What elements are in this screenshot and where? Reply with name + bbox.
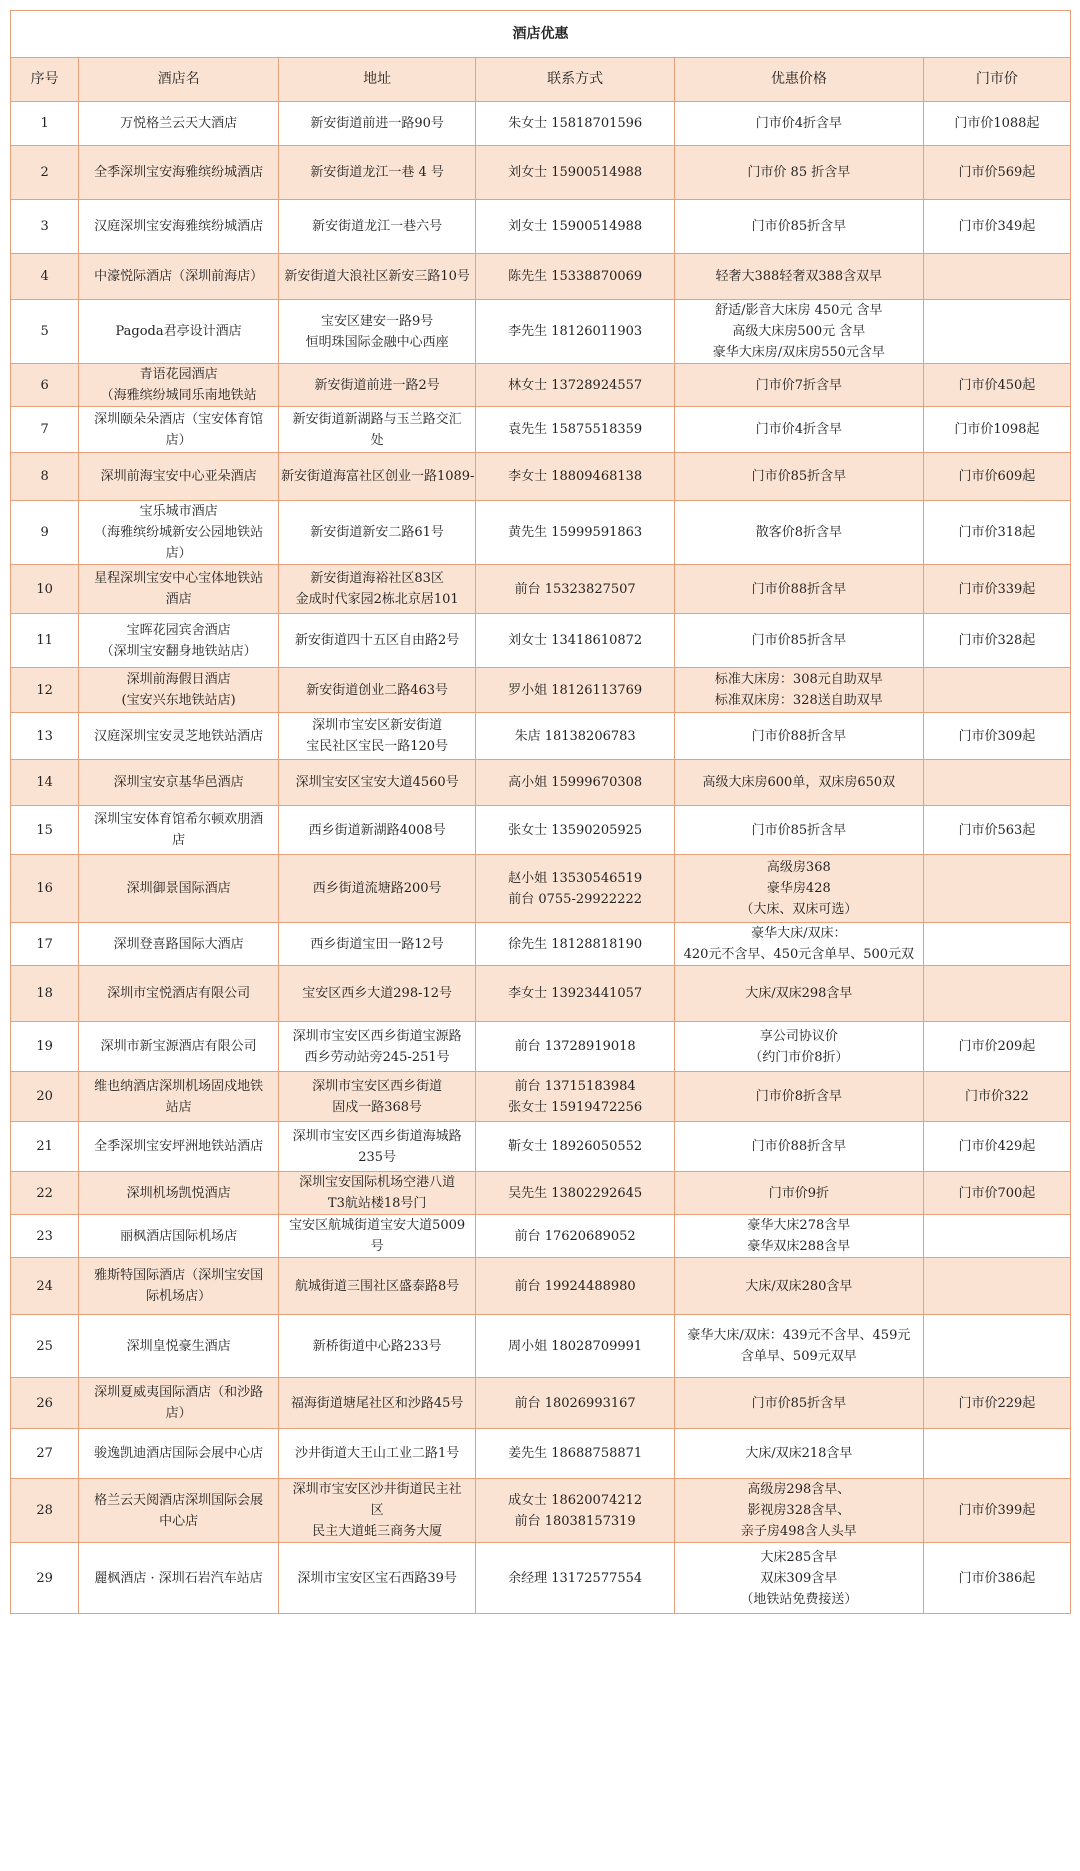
cell-rack-rate: 门市价1088起 [923, 102, 1070, 146]
cell-discount-price: 高级大床房600单，双床房650双 [674, 760, 923, 806]
cell-address: 深圳宝安国际机场空港八道 T3航站楼18号门 [278, 1172, 475, 1215]
cell-contact: 李先生 18126011903 [476, 300, 675, 364]
cell-discount-price: 享公司协议价 （约门市价8折） [674, 1022, 923, 1072]
cell-address: 深圳宝安区宝安大道4560号 [278, 760, 475, 806]
cell-discount-price: 高级房368 豪华房428 （大床、双床可选） [674, 855, 923, 923]
cell-contact: 前台 17620689052 [476, 1215, 675, 1258]
cell-address: 新桥街道中心路233号 [278, 1315, 475, 1378]
cell-address: 新安街道海富社区创业一路1089- [278, 453, 475, 501]
cell-discount-price: 豪华大床/双床： 420元不含早、450元含单早、500元双 [674, 923, 923, 966]
cell-rack-rate: 门市价563起 [923, 806, 1070, 855]
cell-hotel-name: 深圳前海假日酒店 (宝安兴东地铁站店) [79, 668, 279, 713]
cell-index: 23 [11, 1215, 79, 1258]
cell-contact: 高小姐 15999670308 [476, 760, 675, 806]
cell-contact: 姜先生 18688758871 [476, 1429, 675, 1479]
cell-index: 14 [11, 760, 79, 806]
cell-discount-price: 门市价88折含早 [674, 565, 923, 614]
cell-discount-price: 门市价88折含早 [674, 1122, 923, 1172]
cell-rack-rate: 门市价700起 [923, 1172, 1070, 1215]
cell-contact: 黄先生 15999591863 [476, 501, 675, 565]
table-title: 酒店优惠 [11, 11, 1071, 58]
table-row [11, 453, 1071, 501]
cell-contact: 吴先生 13802292645 [476, 1172, 675, 1215]
cell-rack-rate: 门市价386起 [923, 1543, 1070, 1614]
table-row [11, 1429, 1071, 1479]
cell-address: 深圳市宝安区新安街道 宝民社区宝民一路120号 [278, 713, 475, 760]
cell-discount-price: 高级房298含早、 影视房328含早、 亲子房498含人头早 [674, 1479, 923, 1543]
cell-index: 25 [11, 1315, 79, 1378]
cell-rack-rate [923, 254, 1070, 300]
table-row [11, 1378, 1071, 1429]
cell-address: 新安街道海裕社区83区 金成时代家园2栋北京居101 [278, 565, 475, 614]
cell-hotel-name: 全季深圳宝安海雅缤纷城酒店 [79, 146, 279, 200]
cell-rack-rate [923, 760, 1070, 806]
cell-contact: 刘女士 13418610872 [476, 614, 675, 668]
cell-contact: 陈先生 15338870069 [476, 254, 675, 300]
cell-hotel-name: 宝乐城市酒店 （海雅缤纷城新安公园地铁站 店） [79, 501, 279, 565]
cell-address: 宝安区建安一路9号 恒明珠国际金融中心西座 [278, 300, 475, 364]
cell-contact: 朱店 18138206783 [476, 713, 675, 760]
table-row [11, 966, 1071, 1022]
cell-address: 深圳市宝安区西乡街道宝源路 西乡劳动站旁245-251号 [278, 1022, 475, 1072]
cell-rack-rate [923, 300, 1070, 364]
cell-discount-price: 大床285含早 双床309含早 （地铁站免费接送） [674, 1543, 923, 1614]
cell-address: 宝安区西乡大道298-12号 [278, 966, 475, 1022]
table-row [11, 565, 1071, 614]
cell-hotel-name: 格兰云天阅酒店深圳国际会展 中心店 [79, 1479, 279, 1543]
cell-discount-price: 门市价85折含早 [674, 806, 923, 855]
cell-address: 西乡街道流塘路200号 [278, 855, 475, 923]
cell-contact: 刘女士 15900514988 [476, 200, 675, 254]
cell-index: 19 [11, 1022, 79, 1072]
cell-discount-price: 门市价4折含早 [674, 102, 923, 146]
cell-contact: 成女士 18620074212 前台 18038157319 [476, 1479, 675, 1543]
cell-discount-price: 标准大床房：308元自助双早 标准双床房：328送自助双早 [674, 668, 923, 713]
cell-hotel-name: 全季深圳宝安坪洲地铁站酒店 [79, 1122, 279, 1172]
cell-hotel-name: 深圳登喜路国际大酒店 [79, 923, 279, 966]
cell-index: 1 [11, 102, 79, 146]
cell-hotel-name: Pagoda君亭设计酒店 [79, 300, 279, 364]
cell-hotel-name: 丽枫酒店国际机场店 [79, 1215, 279, 1258]
cell-hotel-name: 中濠悦际酒店（深圳前海店） [79, 254, 279, 300]
cell-index: 12 [11, 668, 79, 713]
cell-address: 新安街道大浪社区新安三路10号 [278, 254, 475, 300]
cell-hotel-name: 深圳机场凯悦酒店 [79, 1172, 279, 1215]
cell-rack-rate: 门市价569起 [923, 146, 1070, 200]
cell-discount-price: 豪华大床/双床：439元不含早、459元 含单早、509元双早 [674, 1315, 923, 1378]
cell-rack-rate: 门市价450起 [923, 364, 1070, 407]
cell-contact: 周小姐 18028709991 [476, 1315, 675, 1378]
cell-index: 2 [11, 146, 79, 200]
cell-address: 宝安区航城街道宝安大道5009 号 [278, 1215, 475, 1258]
cell-address: 新安街道新湖路与玉兰路交汇 处 [278, 407, 475, 453]
table-row [11, 102, 1071, 146]
cell-rack-rate [923, 1429, 1070, 1479]
cell-index: 8 [11, 453, 79, 501]
table-row [11, 300, 1071, 364]
cell-address: 新安街道新安二路61号 [278, 501, 475, 565]
cell-address: 新安街道龙江一巷六号 [278, 200, 475, 254]
cell-discount-price: 门市价9折 [674, 1172, 923, 1215]
cell-hotel-name: 万悦格兰云天大酒店 [79, 102, 279, 146]
cell-discount-price: 门市价85折含早 [674, 200, 923, 254]
cell-contact: 朱女士 15818701596 [476, 102, 675, 146]
cell-address: 深圳市宝安区西乡街道海城路 235号 [278, 1122, 475, 1172]
cell-index: 28 [11, 1479, 79, 1543]
cell-hotel-name: 深圳前海宝安中心亚朵酒店 [79, 453, 279, 501]
header-rack-rate: 门市价 [923, 58, 1070, 102]
table-row [11, 501, 1071, 565]
cell-hotel-name: 骏逸凯迪酒店国际会展中心店 [79, 1429, 279, 1479]
cell-address: 深圳市宝安区宝石西路39号 [278, 1543, 475, 1614]
cell-contact: 前台 18026993167 [476, 1378, 675, 1429]
header-discount-price: 优惠价格 [674, 58, 923, 102]
cell-rack-rate [923, 1258, 1070, 1315]
cell-address: 西乡街道宝田一路12号 [278, 923, 475, 966]
cell-discount-price: 门市价85折含早 [674, 614, 923, 668]
cell-rack-rate: 门市价318起 [923, 501, 1070, 565]
table-row [11, 146, 1071, 200]
table-row [11, 1022, 1071, 1072]
cell-address: 新安街道创业二路463号 [278, 668, 475, 713]
table-row [11, 1479, 1071, 1543]
cell-index: 9 [11, 501, 79, 565]
cell-rack-rate: 门市价209起 [923, 1022, 1070, 1072]
header-hotel-name: 酒店名 [79, 58, 279, 102]
title-row [11, 11, 1071, 58]
cell-discount-price: 门市价4折含早 [674, 407, 923, 453]
cell-address: 新安街道四十五区自由路2号 [278, 614, 475, 668]
cell-discount-price: 大床/双床218含早 [674, 1429, 923, 1479]
cell-rack-rate: 门市价322 [923, 1072, 1070, 1122]
cell-contact: 前台 19924488980 [476, 1258, 675, 1315]
cell-rack-rate: 门市价399起 [923, 1479, 1070, 1543]
cell-discount-price: 散客价8折含早 [674, 501, 923, 565]
cell-discount-price: 门市价8折含早 [674, 1072, 923, 1122]
cell-index: 17 [11, 923, 79, 966]
table-row [11, 407, 1071, 453]
cell-contact: 徐先生 18128818190 [476, 923, 675, 966]
cell-contact: 刘女士 15900514988 [476, 146, 675, 200]
table-row [11, 1072, 1071, 1122]
cell-hotel-name: 深圳皇悦豪生酒店 [79, 1315, 279, 1378]
cell-discount-price: 门市价7折含早 [674, 364, 923, 407]
cell-hotel-name: 维也纳酒店深圳机场固戍地铁 站店 [79, 1072, 279, 1122]
cell-contact: 李女士 13923441057 [476, 966, 675, 1022]
cell-rack-rate: 门市价429起 [923, 1122, 1070, 1172]
table-body [11, 102, 1071, 1614]
header-address: 地址 [278, 58, 475, 102]
header-index: 序号 [11, 58, 79, 102]
cell-rack-rate: 门市价229起 [923, 1378, 1070, 1429]
cell-discount-price: 门市价85折含早 [674, 453, 923, 501]
table-row [11, 806, 1071, 855]
cell-contact: 林女士 13728924557 [476, 364, 675, 407]
cell-hotel-name: 麗枫酒店 · 深圳石岩汽车站店 [79, 1543, 279, 1614]
table-row [11, 1543, 1071, 1614]
cell-discount-price: 大床/双床298含早 [674, 966, 923, 1022]
cell-contact: 李女士 18809468138 [476, 453, 675, 501]
cell-address: 沙井街道大王山工业二路1号 [278, 1429, 475, 1479]
cell-index: 22 [11, 1172, 79, 1215]
cell-rack-rate [923, 668, 1070, 713]
cell-hotel-name: 深圳颐朵朵酒店（宝安体育馆 店） [79, 407, 279, 453]
cell-hotel-name: 宝晖花园宾舍酒店 （深圳宝安翻身地铁站店） [79, 614, 279, 668]
cell-hotel-name: 深圳夏威夷国际酒店（和沙路 店） [79, 1378, 279, 1429]
table-row [11, 614, 1071, 668]
cell-index: 18 [11, 966, 79, 1022]
table-row [11, 1258, 1071, 1315]
cell-index: 27 [11, 1429, 79, 1479]
table-row [11, 855, 1071, 923]
cell-rack-rate: 门市价349起 [923, 200, 1070, 254]
table-row [11, 1172, 1071, 1215]
table-row [11, 364, 1071, 407]
cell-index: 10 [11, 565, 79, 614]
cell-contact: 余经理 13172577554 [476, 1543, 675, 1614]
header-row [11, 58, 1071, 102]
cell-rack-rate [923, 923, 1070, 966]
cell-index: 13 [11, 713, 79, 760]
cell-contact: 袁先生 15875518359 [476, 407, 675, 453]
cell-contact: 赵小姐 13530546519 前台 0755-29922222 [476, 855, 675, 923]
cell-address: 深圳市宝安区沙井街道民主社 区 民主大道蚝三商务大厦 [278, 1479, 475, 1543]
cell-contact: 前台 15323827507 [476, 565, 675, 614]
cell-rack-rate: 门市价339起 [923, 565, 1070, 614]
cell-index: 26 [11, 1378, 79, 1429]
cell-index: 20 [11, 1072, 79, 1122]
cell-rack-rate: 门市价1098起 [923, 407, 1070, 453]
table-row [11, 923, 1071, 966]
table-row [11, 1122, 1071, 1172]
cell-hotel-name: 星程深圳宝安中心宝体地铁站 酒店 [79, 565, 279, 614]
cell-address: 航城街道三围社区盛泰路8号 [278, 1258, 475, 1315]
cell-rack-rate [923, 966, 1070, 1022]
cell-discount-price: 门市价88折含早 [674, 713, 923, 760]
cell-address: 新安街道前进一路2号 [278, 364, 475, 407]
cell-index: 16 [11, 855, 79, 923]
cell-index: 3 [11, 200, 79, 254]
hotel-table-container [10, 10, 1071, 1614]
cell-discount-price: 门市价85折含早 [674, 1378, 923, 1429]
cell-hotel-name: 青语花园酒店 （海雅缤纷城同乐南地铁站 [79, 364, 279, 407]
cell-discount-price: 门市价 85 折含早 [674, 146, 923, 200]
cell-rack-rate [923, 855, 1070, 923]
cell-index: 24 [11, 1258, 79, 1315]
cell-address: 深圳市宝安区西乡街道 固戍一路368号 [278, 1072, 475, 1122]
cell-address: 新安街道前进一路90号 [278, 102, 475, 146]
cell-hotel-name: 雅斯特国际酒店（深圳宝安国 际机场店） [79, 1258, 279, 1315]
cell-address: 西乡街道新湖路4008号 [278, 806, 475, 855]
table-row [11, 200, 1071, 254]
cell-rack-rate [923, 1315, 1070, 1378]
cell-hotel-name: 汉庭深圳宝安海雅缤纷城酒店 [79, 200, 279, 254]
cell-address: 新安街道龙江一巷 4 号 [278, 146, 475, 200]
cell-hotel-name: 深圳市宝悦酒店有限公司 [79, 966, 279, 1022]
table-row [11, 1215, 1071, 1258]
cell-contact: 罗小姐 18126113769 [476, 668, 675, 713]
cell-rack-rate: 门市价309起 [923, 713, 1070, 760]
cell-hotel-name: 深圳御景国际酒店 [79, 855, 279, 923]
cell-address: 福海街道塘尾社区和沙路45号 [278, 1378, 475, 1429]
table-row [11, 254, 1071, 300]
cell-discount-price: 舒适/影音大床房 450元 含早 高级大床房500元 含早 豪华大床房/双床房550元含早 [674, 300, 923, 364]
hotel-discount-table [10, 10, 1071, 1614]
cell-hotel-name: 深圳宝安京基华邑酒店 [79, 760, 279, 806]
cell-index: 5 [11, 300, 79, 364]
cell-discount-price: 大床/双床280含早 [674, 1258, 923, 1315]
header-contact: 联系方式 [476, 58, 675, 102]
cell-hotel-name: 深圳市新宝源酒店有限公司 [79, 1022, 279, 1072]
cell-contact: 前台 13715183984 张女士 15919472256 [476, 1072, 675, 1122]
cell-hotel-name: 汉庭深圳宝安灵芝地铁站酒店 [79, 713, 279, 760]
cell-discount-price: 豪华大床278含早 豪华双床288含早 [674, 1215, 923, 1258]
cell-contact: 靳女士 18926050552 [476, 1122, 675, 1172]
cell-index: 21 [11, 1122, 79, 1172]
cell-index: 11 [11, 614, 79, 668]
cell-discount-price: 轻奢大388轻奢双388含双早 [674, 254, 923, 300]
cell-index: 7 [11, 407, 79, 453]
table-row [11, 668, 1071, 713]
cell-index: 4 [11, 254, 79, 300]
cell-index: 6 [11, 364, 79, 407]
cell-rack-rate [923, 1215, 1070, 1258]
table-row [11, 760, 1071, 806]
cell-index: 15 [11, 806, 79, 855]
table-row [11, 1315, 1071, 1378]
table-row [11, 713, 1071, 760]
cell-index: 29 [11, 1543, 79, 1614]
cell-contact: 张女士 13590205925 [476, 806, 675, 855]
cell-rack-rate: 门市价609起 [923, 453, 1070, 501]
cell-rack-rate: 门市价328起 [923, 614, 1070, 668]
cell-contact: 前台 13728919018 [476, 1022, 675, 1072]
cell-hotel-name: 深圳宝安体育馆希尔顿欢朋酒 店 [79, 806, 279, 855]
